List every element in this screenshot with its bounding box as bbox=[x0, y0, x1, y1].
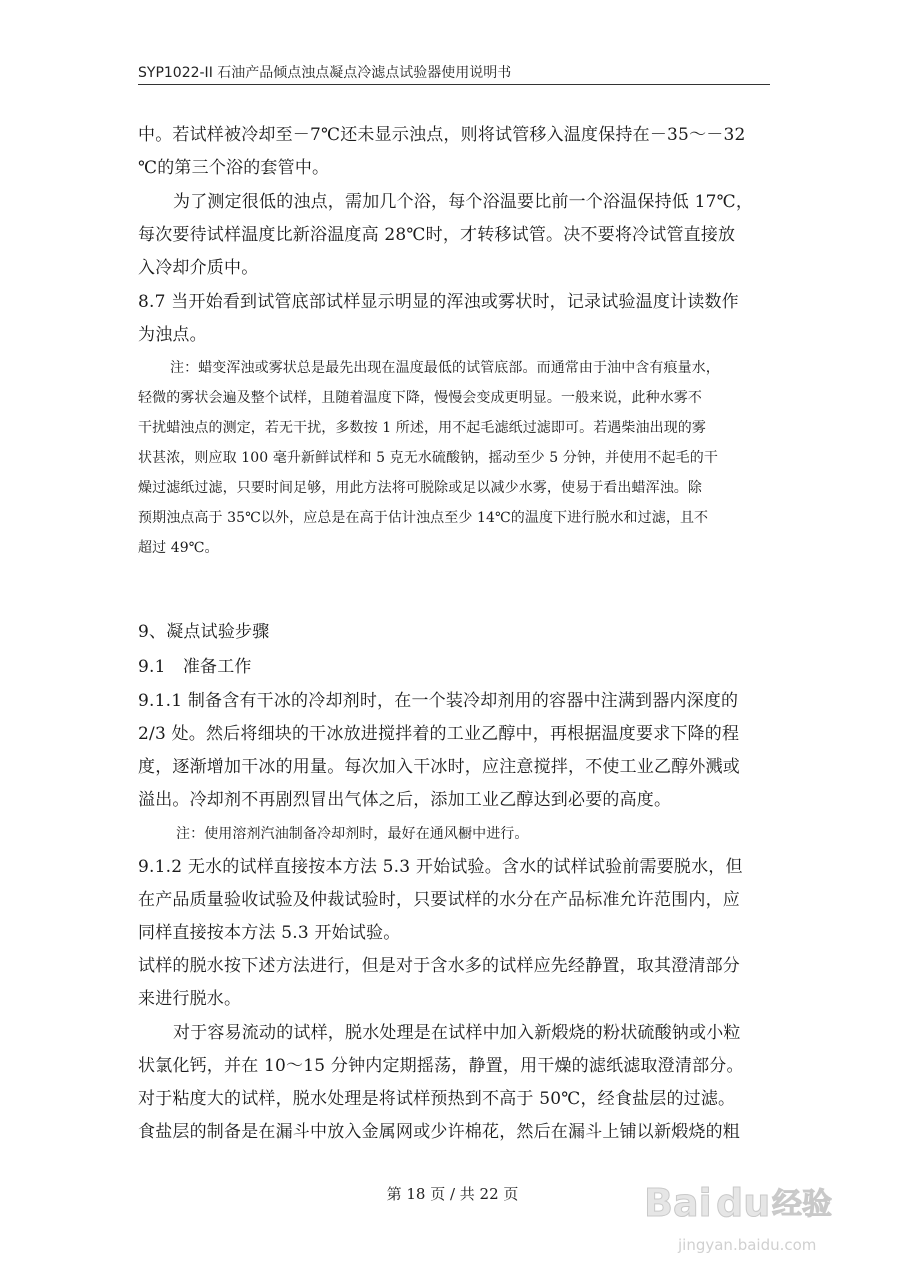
note-line: 干扰蜡浊点的测定，若无干扰，多数按 1 所述，用不起毛滤纸过滤即可。若遇柴油出现的雾 bbox=[138, 420, 707, 436]
text-line: 来进行脱水。 bbox=[138, 989, 242, 1009]
text-line: ℃的第三个浴的套管中。 bbox=[138, 158, 330, 178]
watermark-brand: Bai bbox=[644, 1181, 712, 1225]
section-heading: 9、凝点试验步骤 bbox=[138, 622, 270, 642]
text-line: 在产品质量验收试验及仲裁试验时，只要试样的水分在产品标准允许范围内，应 bbox=[138, 890, 740, 910]
text-line: 每次要待试样温度比新浴温度高 28℃时，才转移试管。决不要将冷试管直接放 bbox=[138, 225, 736, 245]
text-line: 中。若试样被冷却至－7℃还未显示浊点，则将试管移入温度保持在－35～－32 bbox=[138, 125, 746, 145]
text-line: 溢出。冷却剂不再剧烈冒出气体之后，添加工业乙醇达到必要的高度。 bbox=[138, 790, 672, 810]
text-line: 度，逐渐增加干冰的用量。每次加入干冰时，应注意搅拌，不使工业乙醇外溅或 bbox=[138, 757, 740, 777]
note-line: 注：使用溶剂汽油制备冷却剂时，最好在通风橱中进行。 bbox=[176, 826, 529, 842]
baidu-watermark bbox=[640, 1170, 850, 1260]
subsection-heading: 9.1 准备工作 bbox=[138, 657, 252, 677]
note-line: 燥过滤纸过滤，只要时间足够，用此方法将可脱除或足以减少水雾，使易于看出蜡浑浊。除 bbox=[138, 480, 702, 496]
page-header: SYP1022-II 石油产品倾点浊点凝点冷滤点试验器使用说明书 bbox=[138, 65, 512, 81]
text-line: 2/3 处。然后将细块的干冰放进搅拌着的工业乙醇中，再根据温度要求下降的程 bbox=[138, 724, 740, 744]
text-line: 试样的脱水按下述方法进行，但是对于含水多的试样应先经静置，取其澄清部分 bbox=[138, 956, 740, 976]
watermark-url: jingyan.baidu.com bbox=[678, 1236, 817, 1254]
note-line: 预期浊点高于 35℃以外，应总是在高于估计浊点至少 14℃的温度下进行脱水和过滤，且不 bbox=[138, 510, 709, 526]
text-line: 入冷却介质中。 bbox=[138, 258, 259, 278]
text-line: 食盐层的制备是在漏斗中放入金属网或少许棉花，然后在漏斗上铺以新煅烧的粗 bbox=[138, 1122, 740, 1142]
baidu-logo-icon bbox=[640, 1170, 850, 1260]
text-line: 为浊点。 bbox=[138, 325, 207, 345]
page-number: 第 18 页 / 共 22 页 bbox=[386, 1185, 519, 1203]
text-line: 状氯化钙，并在 10～15 分钟内定期摇荡，静置，用干燥的滤纸滤取澄清部分。 bbox=[138, 1056, 744, 1076]
text-line: 同样直接按本方法 5.3 开始试验。 bbox=[138, 923, 401, 943]
text-line: 8.7 当开始看到试管底部试样显示明显的浑浊或雾状时，记录试验温度计读数作 bbox=[138, 292, 739, 312]
note-line: 超过 49℃。 bbox=[138, 540, 219, 556]
header-rule bbox=[138, 84, 770, 85]
note-line: 注：蜡变浑浊或雾状总是最先出现在温度最低的试管底部。而通常由于油中含有痕量水， bbox=[170, 360, 720, 376]
text-line: 9.1.2 无水的试样直接按本方法 5.3 开始试验。含水的试样试验前需要脱水，但 bbox=[138, 857, 743, 877]
text-line: 为了测定很低的浊点，需加几个浴，每个浴温要比前一个浴温保持低 17℃， bbox=[173, 192, 754, 212]
watermark-product: 经验 bbox=[772, 1187, 832, 1222]
text-line: 对于粘度大的试样，脱水处理是将试样预热到不高于 50℃，经食盐层的过滤。 bbox=[138, 1089, 736, 1109]
watermark-paw: du bbox=[716, 1181, 771, 1225]
text-line: 9.1.1 制备含有干冰的冷却剂时，在一个装冷却剂用的容器中注满到器内深度的 bbox=[138, 691, 739, 711]
text-line: 对于容易流动的试样，脱水处理是在试样中加入新煅烧的粉状硫酸钠或小粒 bbox=[173, 1023, 741, 1043]
note-line: 轻微的雾状会遍及整个试样，且随着温度下降，慢慢会变成更明显。一般来说，此种水雾不 bbox=[138, 390, 702, 406]
note-line: 状甚浓，则应取 100 毫升新鲜试样和 5 克无水硫酸钠，摇动至少 5 分钟，并使用不起毛的干 bbox=[138, 450, 718, 466]
